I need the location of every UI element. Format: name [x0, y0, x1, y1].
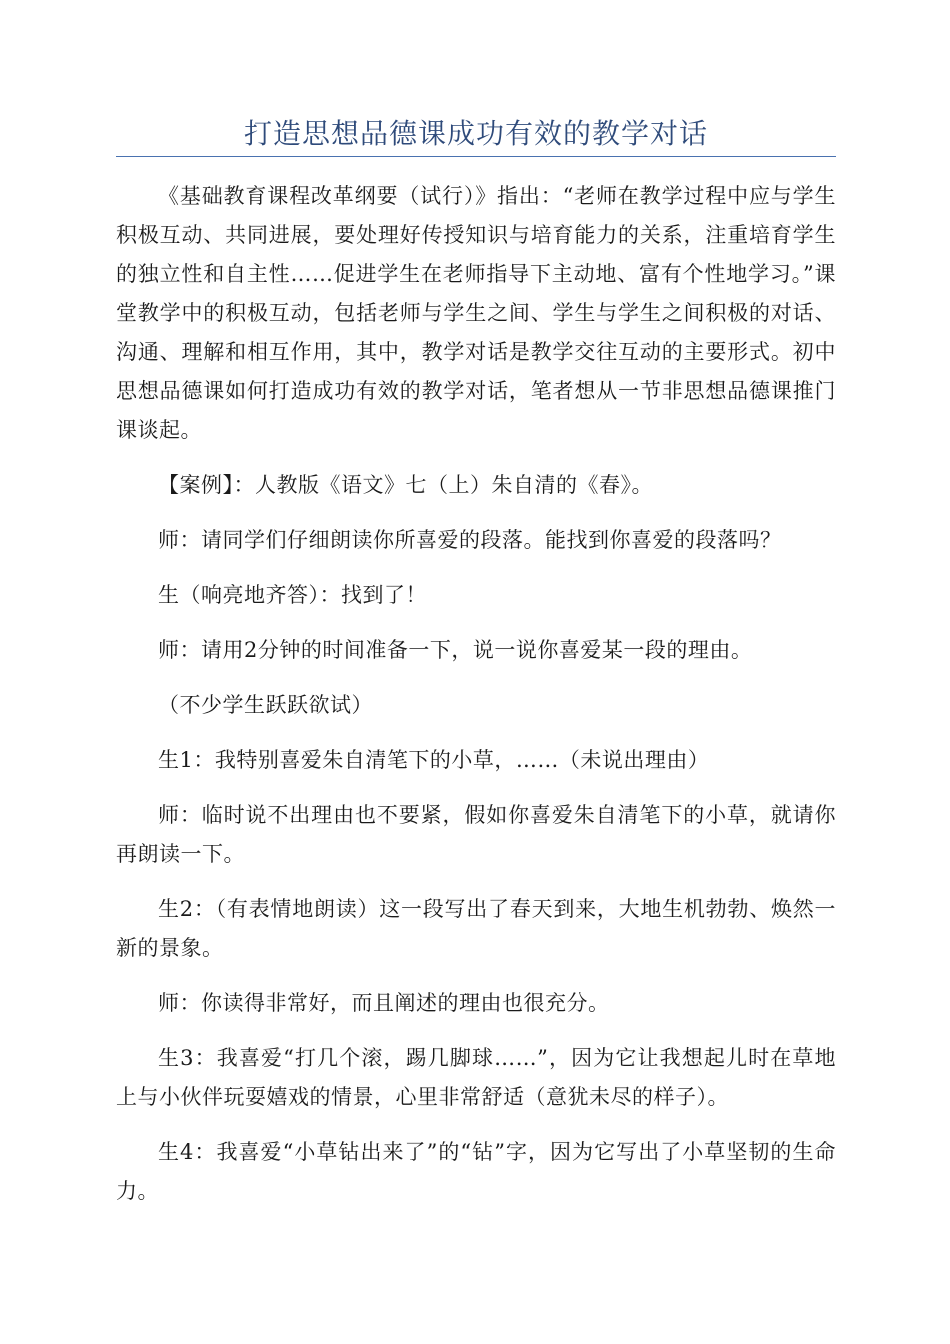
document-body	[116, 177, 836, 1211]
dialogue-line: 生4：我喜爱“小草钻出来了”的“钻”字，因为它写出了小草坚韧的生命力。	[116, 1140, 836, 1203]
dialogue-line: 师：请同学们仔细朗读你所喜爱的段落。能找到你喜爱的段落吗？	[158, 528, 782, 552]
title-underline	[116, 156, 836, 157]
dialogue-line: 师：请用2分钟的时间准备一下，说一说你喜爱某一段的理由。	[158, 638, 753, 662]
case-paragraph: 【案例】：人教版《语文》七（上）朱自清的《春》。	[158, 473, 653, 497]
intro-paragraph: 《基础教育课程改革纲要（试行）》指出：“老师在教学过程中应与学生积极互动、共同进展，要处理好传授知识与培育能力的关系，注重培育学生的独立性和自主性……促进学生在老师指导下主动地、富有个性地学习。”课堂教学中的积极互动，包括老师与学生之间、学生与学生之间积极的对话、沟通、理解和相互作用，其中，教学对话是教学交往互动的主要形式。初中思想品德课如何打造成功有效的教学对话，笔者想从一节非思想品德课推门课谈起。	[116, 184, 836, 442]
dialogue-line: 师：你读得非常好，而且阐述的理由也很充分。	[158, 991, 610, 1015]
dialogue-line: 生1：我特别喜爱朱自清笔下的小草，……（未说出理由）	[158, 748, 710, 772]
dialogue-line: 生（响亮地齐答）：找到了！	[158, 583, 427, 607]
document-title: 打造思想品德课成功有效的教学对话	[243, 117, 708, 150]
dialogue-line: （不少学生跃跃欲试）	[158, 693, 373, 717]
dialogue-line: 生2：（有表情地朗读）这一段写出了春天到来，大地生机勃勃、焕然一新的景象。	[116, 897, 836, 960]
dialogue-line: 生3：我喜爱“打几个滚，踢几脚球……”，因为它让我想起儿时在草地上与小伙伴玩耍嬉戏的情景，心里非常舒适（意犹未尽的样子）。	[116, 1046, 836, 1109]
dialogue-line: 师：临时说不出理由也不要紧，假如你喜爱朱自清笔下的小草，就请你再朗读一下。	[116, 803, 836, 866]
document-page	[116, 0, 836, 1227]
